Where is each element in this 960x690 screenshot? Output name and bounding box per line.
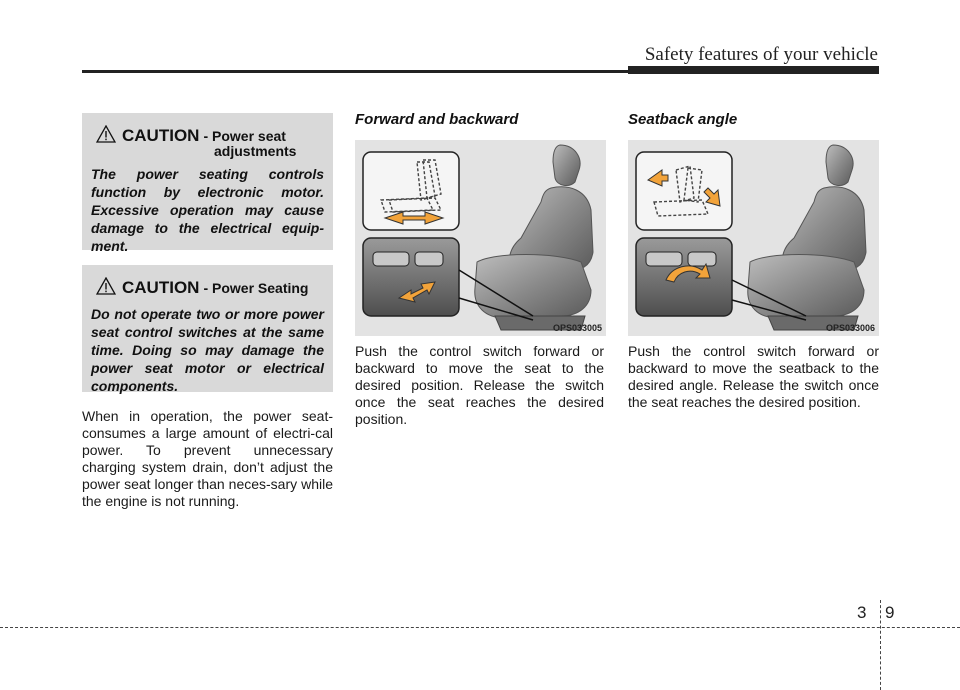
seat-illustration [628, 140, 879, 336]
caution-label: CAUTION [122, 278, 200, 297]
caution-label: CAUTION [122, 126, 200, 145]
seat-illustration [355, 140, 606, 336]
figure-code: OPS033005 [552, 323, 602, 333]
power-consumption-paragraph: When in operation, the power seat-consumes a large amount of electri-cal power. To prevent unnecessary charging system drain, don’t adjust the power seat longer than neces-sary while the engine is not running. [82, 408, 333, 509]
section-title-seatback-angle: Seatback angle [628, 111, 738, 128]
caution-subtitle-line2: adjustments [214, 143, 297, 159]
caution-subtitle: - Power seat [203, 128, 286, 144]
header-rule-tab [628, 66, 879, 74]
caution-text: The power seating controls function by electronic motor. Excessive operation may cause damage to the electrical equip-ment. [91, 166, 324, 254]
figure-forward-backward [355, 140, 606, 336]
section-title-forward-backward: Forward and backward [355, 111, 519, 128]
page-number: 9 [885, 603, 895, 622]
header-title: Safety features of your vehicle [644, 44, 878, 65]
caution-box-power-seating [82, 265, 333, 392]
figure-seatback-angle [628, 140, 879, 336]
page-divider [880, 600, 881, 690]
warning-triangle-icon [96, 125, 116, 143]
figure-code: OPS033006 [825, 323, 875, 333]
warning-triangle-icon [96, 277, 116, 295]
chapter-number: 3 [857, 603, 867, 622]
footer-rule [0, 627, 960, 628]
forward-backward-paragraph: Push the control switch forward or backward to move the seat to the desired position. Release the switch once the seat reaches the desired position. [355, 343, 604, 427]
seatback-angle-paragraph: Push the control switch forward or backward to move the seatback to the desired angle. Release the switch once the seat reaches the desired position. [628, 343, 879, 410]
caution-subtitle: - Power Seating [203, 280, 309, 296]
caution-box-power-seat-adjustments [82, 113, 333, 254]
caution-text: Do not operate two or more power seat control switches at the same time. Doing so may damage the power seat motor or electrical components. [91, 306, 324, 394]
